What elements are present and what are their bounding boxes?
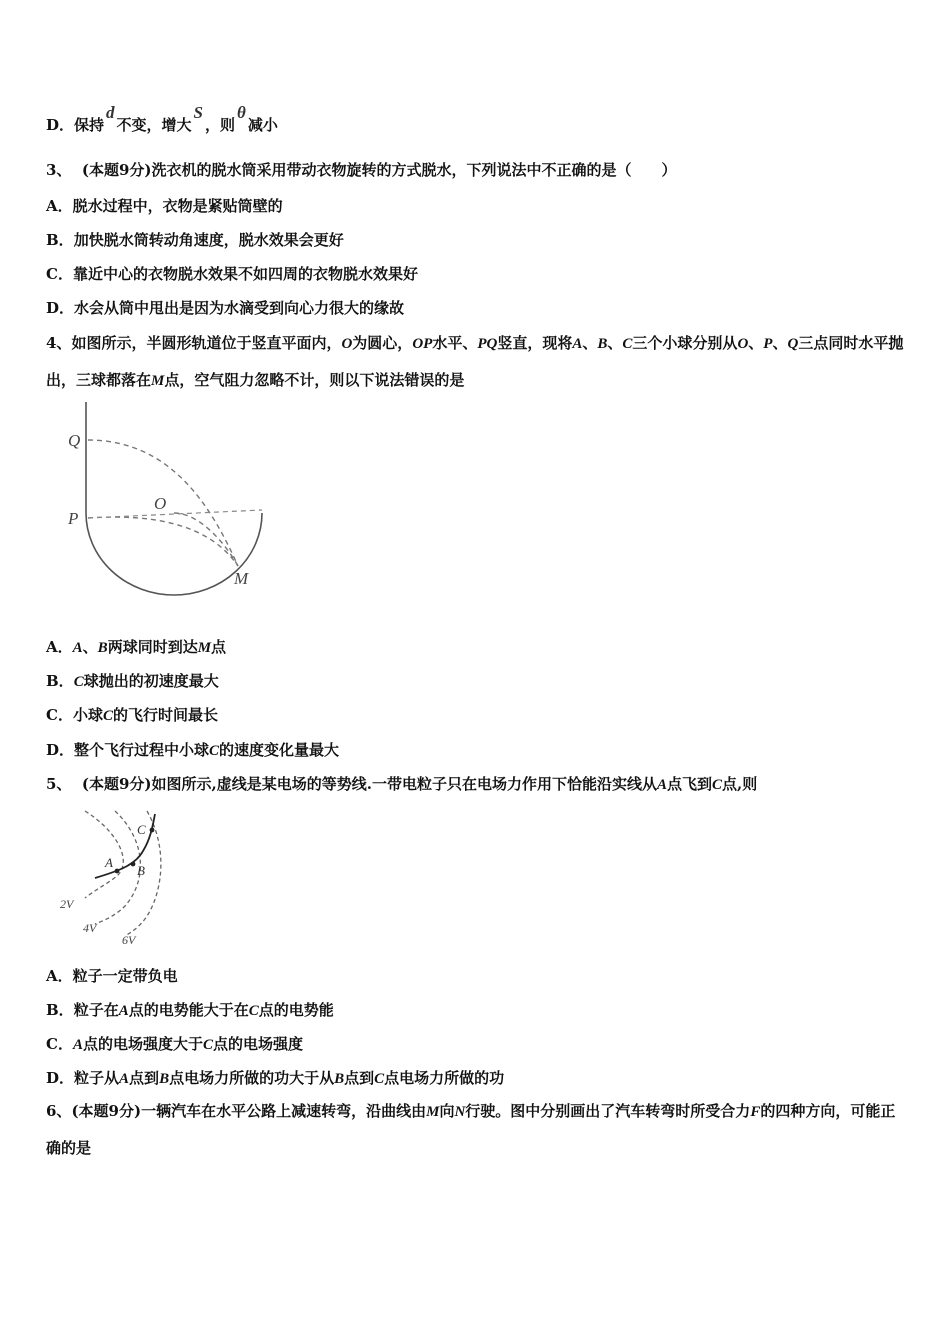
symbol-d: d [106, 103, 115, 122]
q4-option-a [46, 637, 226, 658]
var: A [72, 1037, 83, 1053]
q3-option-d [46, 298, 404, 318]
var: M [197, 640, 212, 656]
text: 、 [82, 638, 98, 656]
q5-option-d [46, 1068, 504, 1089]
q4-stem [46, 325, 906, 399]
question-number: 3、 [46, 161, 72, 179]
option-text: 水会从筒中甩出是因为水滴受到向心力很大的缘故 [74, 299, 405, 317]
var: C [248, 1003, 259, 1019]
trajectory-o [174, 513, 238, 566]
text: 点的电势能 [258, 1001, 334, 1019]
q5-option-a [46, 966, 178, 986]
option-label: D． [46, 116, 75, 134]
track [86, 402, 262, 595]
text: 如图所示，半圆形轨道位于竖直平面内， [71, 334, 342, 352]
option-text: 加快脱水筒转动角速度，脱水效果会更好 [73, 231, 344, 249]
option-label: B． [46, 231, 74, 249]
text: 点的电势能大于在 [128, 1001, 249, 1019]
var: C [202, 1037, 213, 1053]
text: 小球 [72, 706, 103, 724]
var: Q [787, 336, 799, 352]
text: 向 [439, 1102, 455, 1120]
text: 三个小球分别从 [632, 334, 738, 352]
label-m: M [234, 569, 249, 588]
option-label: C． [46, 265, 73, 283]
text: 点电场力所做的功 [384, 1069, 505, 1087]
text: 球抛出的初速度最大 [83, 672, 219, 690]
label-6v: 6V [122, 933, 136, 947]
label-q: Q [68, 431, 81, 450]
text: 两球同时到达 [107, 638, 198, 656]
symbol-theta: θ [237, 103, 246, 122]
text: 的速度变化量最大 [219, 741, 340, 759]
text: 行驶。图中分别画出了汽车转弯时所受合力 [465, 1102, 751, 1120]
var: B [159, 1071, 170, 1087]
q3-option-b [46, 230, 344, 250]
q5-stem [46, 774, 757, 795]
score-tag: (本题9分) [81, 775, 152, 793]
q3-option-c [46, 264, 418, 284]
option-label: D． [46, 1069, 75, 1087]
var: P [763, 336, 773, 352]
var: B [97, 640, 108, 656]
text: 整个飞行过程中小球 [74, 741, 210, 759]
var: B [334, 1071, 345, 1087]
var: O [737, 336, 749, 352]
q3-option-a [46, 196, 283, 216]
question-text: 洗衣机的脱水筒采用带动衣物旋转的方式脱水，下列说法中不正确的是（ ） [151, 161, 677, 179]
question-number: 6、 [46, 1102, 72, 1120]
q6-stem [46, 1093, 906, 1166]
q5-equipotential-figure [55, 806, 175, 948]
text: 减小 [247, 116, 278, 134]
text: ，则 [205, 116, 236, 134]
option-label: A． [46, 197, 73, 215]
option-label: B． [46, 672, 74, 690]
option-label: C． [46, 706, 73, 724]
option-label: D． [46, 741, 75, 759]
var: C [712, 777, 723, 793]
var: M [151, 373, 165, 389]
text: 粒子从 [74, 1069, 120, 1087]
text: 水平、 [432, 334, 478, 352]
q4-option-b [46, 671, 219, 692]
var: N [454, 1104, 466, 1120]
option-label: A． [46, 638, 73, 656]
equipotential-4v [95, 811, 140, 924]
score-tag: (本题9分) [71, 1102, 142, 1120]
text: 如图所示,虚线是某电场的等势线.一带电粒子只在电场力作用下恰能沿实线从 [151, 775, 657, 793]
text: 点 [211, 638, 227, 656]
var: A [118, 1003, 129, 1019]
option-label: D． [46, 299, 75, 317]
var: B [597, 336, 608, 352]
text: 保持 [74, 116, 105, 134]
text: 为圆心， [352, 334, 413, 352]
point-b [131, 862, 136, 867]
text: 粒子在 [73, 1001, 119, 1019]
text: 点飞到 [667, 775, 713, 793]
q4-option-c [46, 705, 218, 726]
label-a: A [105, 855, 113, 870]
var: C [622, 336, 633, 352]
question-number: 4、 [46, 334, 72, 352]
var: A [72, 640, 83, 656]
option-text: 靠近中心的衣物脱水效果不如四周的衣物脱水效果好 [72, 265, 418, 283]
var: PQ [477, 336, 498, 352]
text: 、 [582, 334, 598, 352]
text: 点，空气阻力忽略不计，则以下说法错误的是 [164, 371, 465, 389]
point-a [115, 869, 120, 874]
option-label: A． [46, 967, 73, 985]
text: 点到 [344, 1069, 375, 1087]
text: 竖直，现将 [497, 334, 573, 352]
text: 的飞行时间最长 [112, 706, 218, 724]
option-label: C． [46, 1035, 73, 1053]
label-4v: 4V [83, 921, 97, 935]
symbol-s: S [193, 103, 204, 122]
text: 、 [772, 334, 788, 352]
score-tag: (本题9分) [81, 161, 152, 179]
var: A [656, 777, 667, 793]
text: 三点同时水平抛出，三球都落在 [46, 334, 904, 389]
text: 点,则 [722, 775, 758, 793]
var: A [572, 336, 583, 352]
point-c [150, 828, 155, 833]
text: 一辆汽车在水平公路上减速转弯，沿曲线由 [141, 1102, 427, 1120]
text: 的四种方向，可能正确的是 [46, 1102, 896, 1157]
text: 、 [607, 334, 623, 352]
var: C [374, 1071, 385, 1087]
var: A [119, 1071, 130, 1087]
q4-semicircle-figure [62, 398, 272, 598]
option-label: B． [46, 1001, 74, 1019]
label-p: P [68, 509, 79, 528]
var: O [341, 336, 353, 352]
var: C [209, 743, 220, 759]
var: C [102, 708, 113, 724]
question-number: 5、 [46, 775, 72, 793]
q5-option-c [46, 1034, 303, 1055]
label-2v: 2V [60, 897, 74, 911]
q2-option-d [46, 103, 278, 135]
text: 点到 [129, 1069, 160, 1087]
label-c: C [137, 822, 146, 837]
particle-path [95, 814, 155, 878]
text: 点的电场强度 [213, 1035, 304, 1053]
q4-option-d [46, 740, 339, 761]
label-b: B [137, 863, 145, 878]
text: 粒子一定带负电 [72, 967, 178, 985]
text: 不变，增大 [116, 116, 192, 134]
text: 点的电场强度大于 [82, 1035, 203, 1053]
option-text: 脱水过程中，衣物是紧贴筒壁的 [72, 197, 283, 215]
var: F [750, 1104, 761, 1120]
q5-option-b [46, 1000, 334, 1021]
line-op [88, 510, 262, 518]
text: 点电场力所做的功大于从 [169, 1069, 335, 1087]
var: C [73, 674, 84, 690]
trajectory-p [88, 517, 238, 566]
q3-stem [46, 160, 677, 180]
label-o: O [154, 494, 167, 513]
var: M [426, 1104, 440, 1120]
var: OP [412, 336, 433, 352]
text: 、 [748, 334, 764, 352]
